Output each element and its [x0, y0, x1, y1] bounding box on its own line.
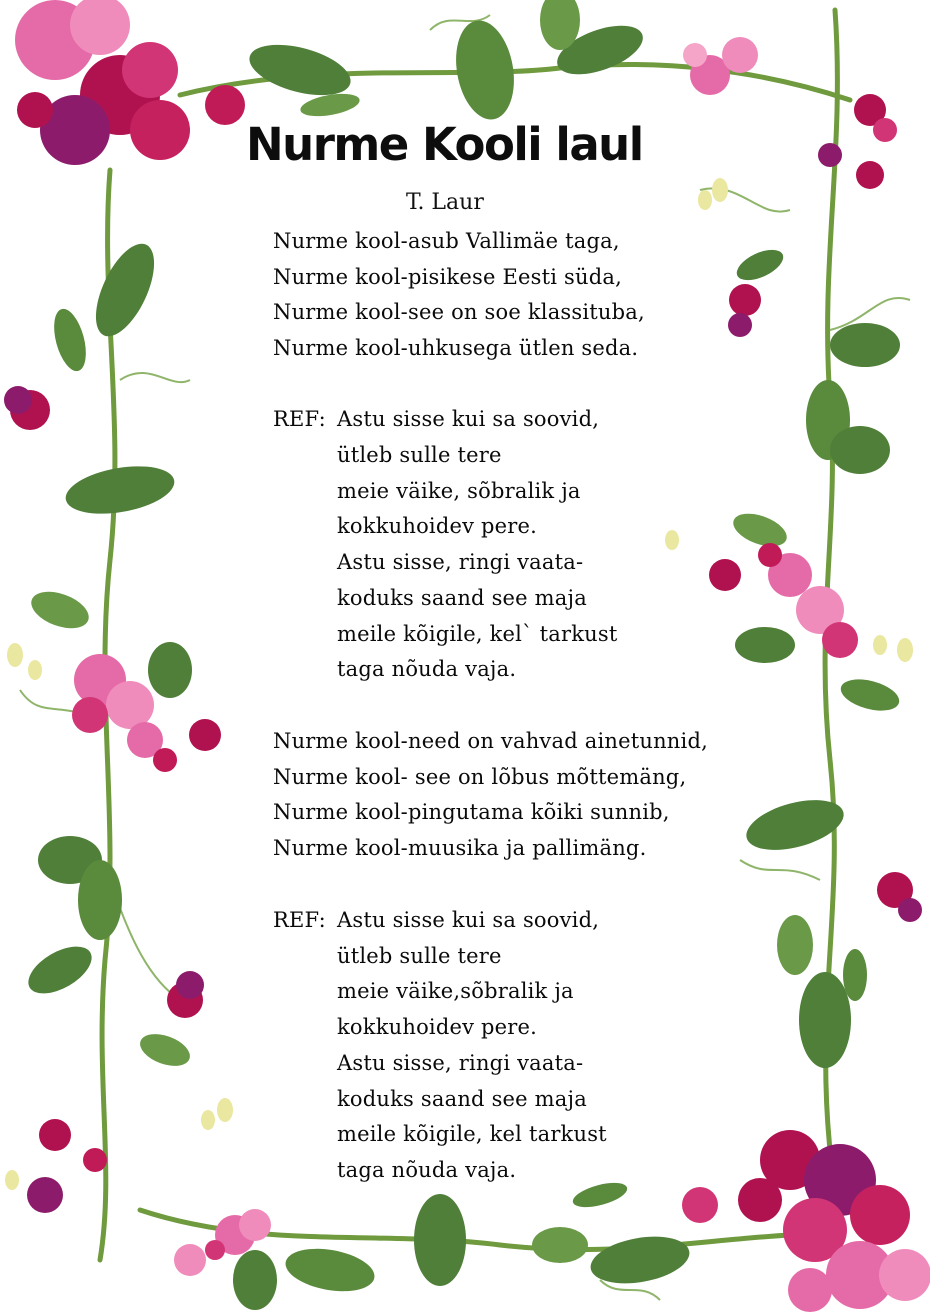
verse1-line: Nurme kool-see on soe klassituba,: [273, 300, 645, 324]
refrain2-line: Astu sisse kui sa soovid,: [337, 908, 600, 932]
song-author: T. Laur: [406, 190, 484, 215]
refrain2-line: Astu sisse, ringi vaata-: [337, 1051, 584, 1075]
refrain2-marker: REF:: [273, 908, 326, 932]
refrain1-line: kokkuhoidev pere.: [337, 514, 538, 538]
refrain1-line: taga nõuda vaja.: [337, 657, 517, 681]
refrain1-marker: REF:: [273, 407, 326, 431]
refrain2-line: ütleb sulle tere: [337, 944, 502, 968]
verse2-line: Nurme kool-need on vahvad ainetunnid,: [273, 729, 708, 753]
refrain1-line: meie väike, sõbralik ja: [337, 479, 581, 503]
refrain1-line: Astu sisse kui sa soovid,: [337, 407, 600, 431]
refrain1-line: meile kõigile, kel` tarkust: [337, 622, 618, 646]
verse1-line: Nurme kool-asub Vallimäe taga,: [273, 229, 620, 253]
verse2-line: Nurme kool-pingutama kõiki sunnib,: [273, 800, 670, 824]
verse1-line: Nurme kool-uhkusega ütlen seda.: [273, 336, 639, 360]
refrain1-line: koduks saand see maja: [337, 586, 587, 610]
refrain1-line: ütleb sulle tere: [337, 443, 502, 467]
refrain2-line: kokkuhoidev pere.: [337, 1015, 538, 1039]
verse1-line: Nurme kool-pisikese Eesti süda,: [273, 265, 622, 289]
refrain2-line: koduks saand see maja: [337, 1087, 587, 1111]
song-title: Nurme Kooli laul: [246, 118, 643, 171]
refrain2-line: meile kõigile, kel tarkust: [337, 1122, 607, 1146]
verse2-line: Nurme kool- see on lõbus mõttemäng,: [273, 765, 687, 789]
verse2-line: Nurme kool-muusika ja pallimäng.: [273, 836, 647, 860]
refrain2-line: taga nõuda vaja.: [337, 1158, 517, 1182]
refrain1-line: Astu sisse, ringi vaata-: [337, 550, 584, 574]
refrain2-line: meie väike,sõbralik ja: [337, 979, 574, 1003]
